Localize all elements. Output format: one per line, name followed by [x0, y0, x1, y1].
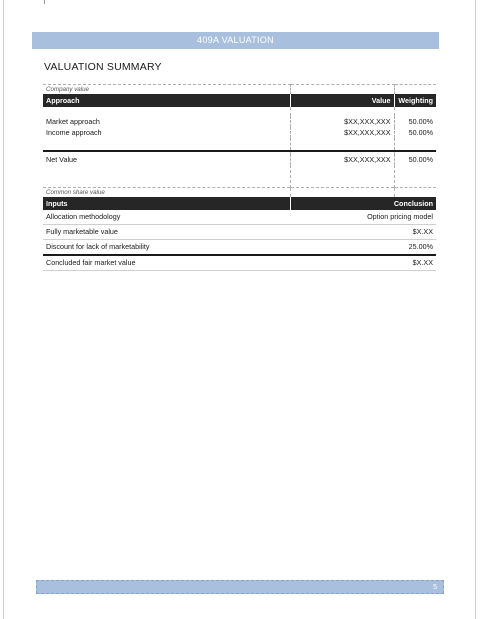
page-edge-right [475, 0, 476, 619]
market-approach-value: $XX,XXX,XXX [290, 116, 394, 127]
dlom-label: Discount for lack of marketability [43, 240, 290, 256]
weighting-header: Weighting [394, 94, 436, 107]
income-approach-weighting: 50.00% [408, 128, 433, 137]
share-value-caption-row [43, 188, 436, 198]
company-value-caption: Company value [43, 85, 290, 95]
fully-marketable-label: Fully marketable value [43, 225, 290, 240]
conclusion-header: Conclusion [290, 197, 436, 210]
allocation-methodology-label: Allocation methodology [43, 210, 290, 225]
share-value-caption: Common share value [43, 188, 290, 198]
header-title: 409A VALUATION [197, 35, 274, 45]
footer-band [36, 580, 444, 594]
concluded-fmv-row [43, 255, 436, 271]
valuation-summary-table [43, 84, 436, 271]
table-row [43, 116, 436, 127]
section-title: VALUATION SUMMARY [44, 61, 162, 73]
income-approach-value: $XX,XXX,XXX [290, 127, 394, 138]
net-value-row [43, 154, 436, 165]
table-row [43, 127, 436, 138]
table-row [43, 225, 436, 240]
margin-tick [44, 0, 45, 4]
table-row [43, 240, 436, 256]
concluded-fmv-label: Concluded fair market value [43, 255, 290, 271]
approach-header: Approach [43, 94, 290, 107]
net-value-label: Net Value [43, 154, 290, 165]
header-band [32, 32, 439, 49]
market-approach-label: Market approach [43, 116, 290, 127]
page-number: 5 [433, 584, 437, 591]
net-value-weighting: 50.00% [408, 155, 433, 164]
inputs-header: Inputs [43, 197, 290, 210]
approach-header-row [43, 94, 436, 107]
income-approach-label: Income approach [43, 127, 290, 138]
inputs-header-row [43, 197, 436, 210]
net-value-amount: $XX,XXX,XXX [290, 154, 394, 165]
allocation-methodology-value: Option pricing model [290, 210, 436, 225]
dlom-value: 25.00% [290, 240, 436, 256]
table-row [43, 210, 436, 225]
fully-marketable-value: $X.XX [290, 225, 436, 240]
value-header: Value [290, 94, 394, 107]
page-edge-left [3, 0, 4, 619]
market-approach-weighting: 50.00% [408, 117, 433, 126]
company-value-caption-row [43, 85, 436, 95]
concluded-fmv-value: $X.XX [290, 255, 436, 271]
